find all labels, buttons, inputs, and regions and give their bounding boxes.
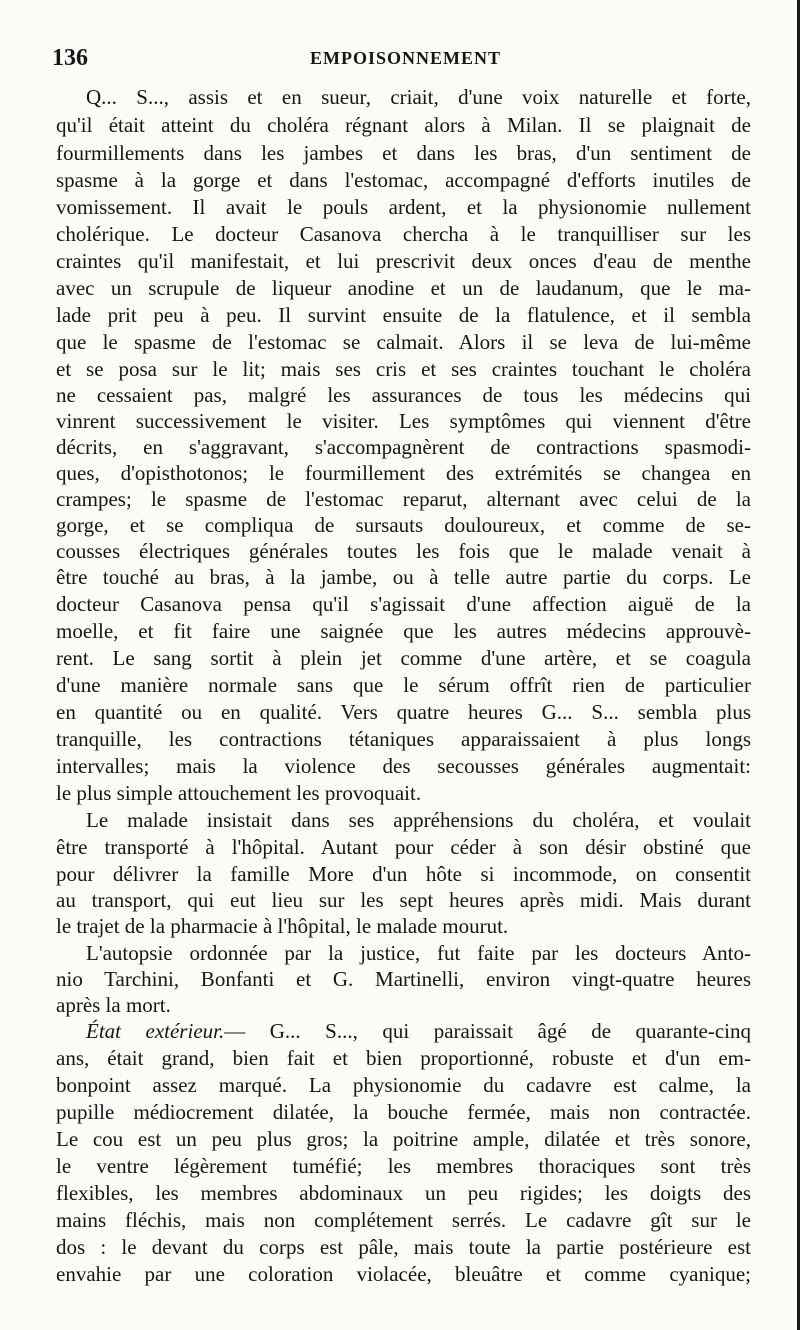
text-line: qu'il était atteint du choléra régnant alors à Milan. Il se plaignait de <box>56 113 751 137</box>
text-line: vomissement. Il avait le pouls ardent, et la physionomie nullement <box>56 195 751 219</box>
text-line: ques, d'opisthotonos; le fourmillement des extrémités se changea en <box>56 461 751 485</box>
text-line: craintes qu'il manifestait, et lui prescrivit deux onces d'eau de menthe <box>56 249 751 273</box>
text-line: docteur Casanova pensa qu'il s'agissait d'une affection aiguë de la <box>56 592 751 616</box>
text-line: en quantité ou en qualité. Vers quatre heures G... S... sembla plus <box>56 700 751 724</box>
text-line: ne cessaient pas, malgré les assurances de tous les médecins qui <box>56 383 751 407</box>
text-line: être touché au bras, à la jambe, ou à telle autre partie du corps. Le <box>56 565 751 589</box>
text-line: Le cou est un peu plus gros; la poitrine ample, dilatée et très sonore, <box>56 1127 751 1151</box>
text-line: vinrent successivement le visiter. Les symptômes qui viennent d'être <box>56 409 751 433</box>
text-line: décrits, en s'aggravant, s'accompagnèrent de contractions spasmodi- <box>56 435 751 459</box>
text-line: gorge, et se compliqua de sursauts douloureux, et comme de se- <box>56 513 751 537</box>
text-line: au transport, qui eut lieu sur les sept heures après midi. Mais durant <box>56 888 751 912</box>
text-line: crampes; le spasme de l'estomac reparut, alternant avec celui de la <box>56 487 751 511</box>
text-line: que le spasme de l'estomac se calmait. Alors il se leva de lui-même <box>56 330 751 354</box>
text-line: après la mort. <box>56 993 171 1017</box>
text-line: ans, était grand, bien fait et bien proportionné, robuste et d'un em- <box>56 1046 751 1070</box>
text-line: intervalles; mais la violence des secousses générales augmentait: <box>56 754 751 778</box>
text-line: être transporté à l'hôpital. Autant pour céder à son désir obstiné que <box>56 835 751 859</box>
text-line-with-italic-lead <box>86 1018 751 1044</box>
text-line: Le malade insistait dans ses appréhensions du choléra, et voulait <box>86 808 751 832</box>
text-line: moelle, et fit faire une saignée que les autres médecins approuvè- <box>56 619 751 643</box>
text-line: tranquille, les contractions tétaniques apparaissaient à plus longs <box>56 727 751 751</box>
text-line: rent. Le sang sortit à plein jet comme d'une artère, et se coagula <box>56 646 751 670</box>
text-line: cholérique. Le docteur Casanova chercha à le tranquilliser sur les <box>56 222 751 246</box>
text-line: nio Tarchini, Bonfanti et G. Martinelli, environ vingt-quatre heures <box>56 967 751 991</box>
text-line-remainder: — G... S..., qui paraissait âgé de quarante-cinq <box>224 1019 751 1043</box>
page-number: 136 <box>52 45 88 71</box>
text-line: envahie par une coloration violacée, bleuâtre et comme cyanique; <box>56 1262 751 1286</box>
text-line: le trajet de la pharmacie à l'hôpital, le malade mourut. <box>56 914 509 938</box>
text-line: le ventre légèrement tuméfié; les membres thoraciques sont très <box>56 1154 751 1178</box>
text-line: spasme à la gorge et dans l'estomac, accompagné d'efforts inutiles de <box>56 168 751 192</box>
text-line: d'une manière normale sans que le sérum offrît rien de particulier <box>56 673 751 697</box>
text-line: le plus simple attouchement les provoquait. <box>56 781 422 805</box>
text-line: cousses électriques générales toutes les fois que le malade venait à <box>56 539 751 563</box>
text-line: Q... S..., assis et en sueur, criait, d'une voix naturelle et forte, <box>86 85 751 109</box>
text-line: mains fléchis, mais non complétement serrés. Le cadavre gît sur le <box>56 1208 751 1232</box>
text-line: bonpoint assez marqué. La physionomie du cadavre est calme, la <box>56 1073 751 1097</box>
text-line: flexibles, les membres abdominaux un peu rigides; les doigts des <box>56 1181 751 1205</box>
running-title: EMPOISONNEMENT <box>310 48 502 68</box>
text-line: fourmillements dans les jambes et dans les bras, d'un sentiment de <box>56 141 751 165</box>
text-line: L'autopsie ordonnée par la justice, fut faite par les docteurs Anto- <box>86 941 751 965</box>
text-line: pupille médiocrement dilatée, la bouche fermée, mais non contractée. <box>56 1100 751 1124</box>
text-line: lade prit peu à peu. Il survint ensuite de la flatulence, et il sembla <box>56 303 751 327</box>
section-heading-italic: État extérieur. <box>86 1019 225 1043</box>
text-line: et se posa sur le lit; mais ses cris et ses craintes touchant le choléra <box>56 357 751 381</box>
text-line: pour délivrer la famille More d'un hôte si incommode, on consentit <box>56 862 751 886</box>
text-line: avec un scrupule de liqueur anodine et un de laudanum, que le ma- <box>56 276 751 300</box>
text-line: dos : le devant du corps est pâle, mais toute la partie postérieure est <box>56 1235 751 1259</box>
page-header <box>52 42 752 74</box>
